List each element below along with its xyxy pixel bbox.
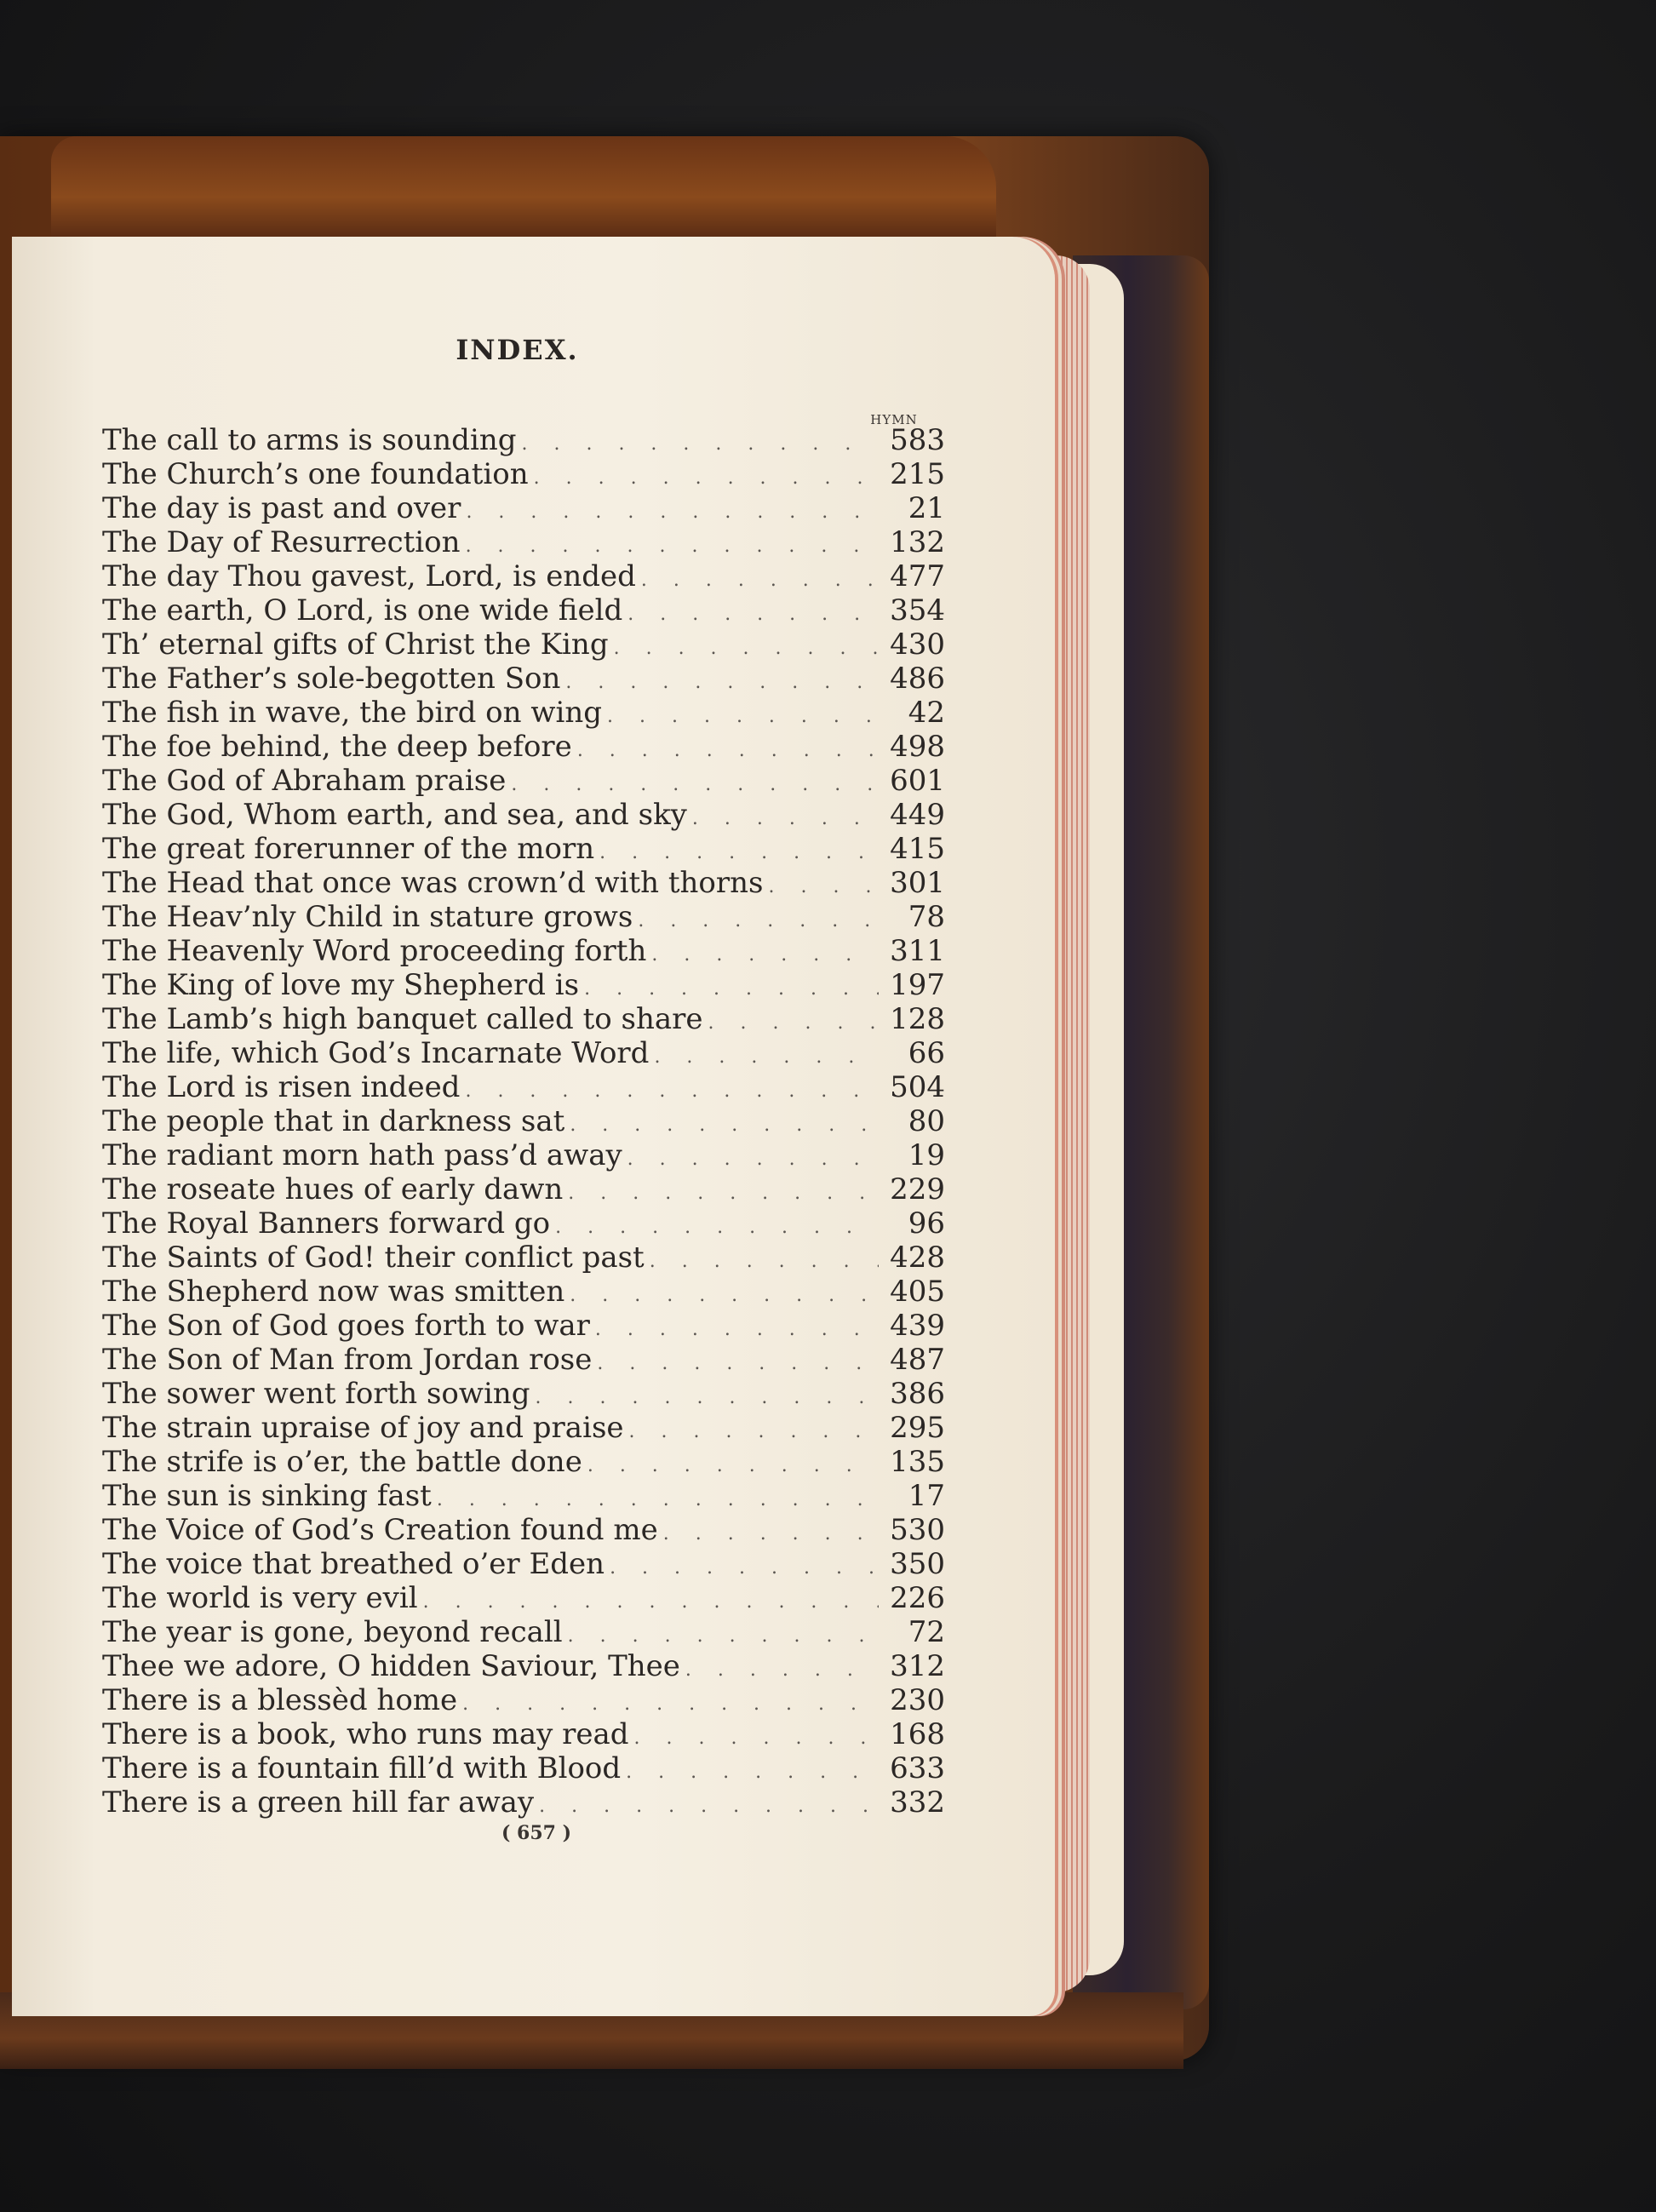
dot-leader (529, 461, 879, 496)
index-entry (102, 1002, 945, 1036)
dot-leader (629, 1722, 879, 1756)
hymn-number: 311 (890, 934, 945, 968)
entry-title: The Church’s one foundation (102, 457, 529, 491)
dot-leader (609, 632, 879, 666)
index-entry (102, 730, 945, 764)
hymn-number: 19 (908, 1138, 945, 1172)
entry-title: The God of Abraham praise (102, 764, 507, 798)
dot-leader (624, 1415, 879, 1449)
dot-leader (649, 1040, 879, 1074)
dot-leader (622, 598, 879, 632)
entry-title: The Day of Resurrection (102, 525, 461, 559)
hymn-number: 486 (890, 662, 945, 696)
hymn-number: 439 (890, 1309, 945, 1343)
index-entry (102, 1717, 945, 1751)
hymn-number: 21 (908, 491, 945, 525)
hymn-number: 42 (908, 696, 945, 730)
hymn-number: 17 (908, 1479, 945, 1513)
entry-title: The Heavenly Word proceeding forth (102, 934, 647, 968)
dot-leader (506, 768, 879, 802)
entry-title: The call to arms is sounding (102, 423, 517, 457)
index-entry (102, 627, 945, 662)
index-entry (102, 491, 945, 525)
dot-leader (645, 1245, 879, 1279)
index-entry (102, 1513, 945, 1547)
hymn-number: 449 (890, 798, 945, 832)
entry-title: The Shepherd now was smitten (102, 1275, 565, 1309)
index-entry (102, 525, 945, 559)
cover-top-edge (51, 136, 996, 238)
dot-leader (534, 1790, 879, 1824)
index-entry (102, 1411, 945, 1445)
hymn-number: 66 (908, 1036, 945, 1070)
entry-title: The roseate hues of early dawn (102, 1172, 564, 1206)
index-entry (102, 1479, 945, 1513)
entry-title: The earth, O Lord, is one wide field (102, 593, 623, 627)
dot-leader (516, 427, 879, 461)
hymn-number: 601 (890, 764, 945, 798)
entry-title: There is a blessèd home (102, 1683, 458, 1717)
page-heading: INDEX. (456, 334, 579, 366)
dot-leader (457, 1688, 879, 1722)
dot-leader (621, 1756, 879, 1790)
hymn-number: 415 (890, 832, 945, 866)
entry-title: The God, Whom earth, and sea, and sky (102, 798, 687, 832)
hymn-number: 428 (890, 1241, 945, 1275)
dot-leader (530, 1381, 879, 1415)
hymn-number: 354 (890, 593, 945, 627)
index-entry (102, 1138, 945, 1172)
hymn-number: 405 (890, 1275, 945, 1309)
dot-leader (622, 1143, 879, 1177)
index-entry (102, 1615, 945, 1649)
index-entry (102, 457, 945, 491)
hymn-number: 128 (890, 1002, 945, 1036)
entry-title: The Saints of God! their conflict past (102, 1241, 645, 1275)
dot-leader (658, 1517, 879, 1551)
index-entry (102, 934, 945, 968)
hymn-number: 301 (890, 866, 945, 900)
dot-leader (633, 904, 879, 938)
dot-leader (590, 1313, 879, 1347)
entry-title: The world is very evil (102, 1581, 418, 1615)
hymn-number: 78 (908, 900, 945, 934)
index-entry (102, 423, 945, 457)
index-entry (102, 696, 945, 730)
hymn-number: 295 (890, 1411, 945, 1445)
index-entry (102, 968, 945, 1002)
entry-title: Th’ eternal gifts of Christ the King (102, 627, 609, 662)
hymn-number: 80 (908, 1104, 945, 1138)
dot-leader (636, 564, 879, 598)
hymn-number: 312 (890, 1649, 945, 1683)
hymn-number: 583 (890, 423, 945, 457)
index-entry (102, 900, 945, 934)
entry-title: The great forerunner of the morn (102, 832, 595, 866)
index-entry (102, 1581, 945, 1615)
entry-title: The radiant morn hath pass’d away (102, 1138, 622, 1172)
hymn-number: 332 (890, 1785, 945, 1819)
entry-title: The voice that breathed o’er Eden (102, 1547, 605, 1581)
index-entry (102, 662, 945, 696)
entry-title: The Heav’nly Child in stature grows (102, 900, 633, 934)
dot-leader (560, 666, 879, 700)
dot-leader (594, 836, 879, 870)
dot-leader (418, 1585, 879, 1619)
dot-leader (579, 972, 879, 1006)
hymn-number: 96 (908, 1206, 945, 1241)
dot-leader (550, 1211, 879, 1245)
index-entry (102, 1751, 945, 1785)
index-entry (102, 798, 945, 832)
entry-title: The sun is sinking fast (102, 1479, 432, 1513)
index-entry (102, 1241, 945, 1275)
hymn-number: 72 (908, 1615, 945, 1649)
dot-leader (460, 1074, 879, 1109)
entry-title: The people that in darkness sat (102, 1104, 565, 1138)
page-number: ( 657 ) (501, 1822, 572, 1844)
dot-leader (564, 1109, 879, 1143)
dot-leader (687, 802, 879, 836)
entry-title: The strife is o’er, the battle done (102, 1445, 582, 1479)
dot-leader (432, 1483, 879, 1517)
index-entry (102, 764, 945, 798)
entry-title: The day is past and over (102, 491, 461, 525)
entry-title: The Son of God goes forth to war (102, 1309, 590, 1343)
index-entry (102, 866, 945, 900)
entry-title: The King of love my Shepherd is (102, 968, 580, 1002)
hymn-number: 215 (890, 457, 945, 491)
index-entry (102, 1275, 945, 1309)
hymn-number: 168 (890, 1717, 945, 1751)
index-entry (102, 1070, 945, 1104)
hymn-number: 135 (890, 1445, 945, 1479)
entry-title: The strain upraise of joy and praise (102, 1411, 624, 1445)
dot-leader (461, 530, 879, 564)
dot-leader (563, 1177, 879, 1211)
index-entry (102, 1547, 945, 1581)
hymn-number: 386 (890, 1377, 945, 1411)
index-entry (102, 1683, 945, 1717)
hymn-number: 230 (890, 1683, 945, 1717)
dot-leader (582, 1449, 879, 1483)
entry-title: The fish in wave, the bird on wing (102, 696, 602, 730)
dot-leader (764, 870, 879, 904)
hymn-number: 487 (890, 1343, 945, 1377)
entry-title: There is a book, who runs may read (102, 1717, 629, 1751)
index-entry (102, 1104, 945, 1138)
entry-title: The Voice of God’s Creation found me (102, 1513, 658, 1547)
hymn-number: 197 (890, 968, 945, 1002)
hymn-number: 477 (890, 559, 945, 593)
hymn-number: 498 (890, 730, 945, 764)
dot-leader (602, 700, 879, 734)
hymn-number: 226 (890, 1581, 945, 1615)
index-entry (102, 1445, 945, 1479)
dot-leader (564, 1279, 879, 1313)
entry-title: The year is gone, beyond recall (102, 1615, 563, 1649)
index-entry (102, 1785, 945, 1819)
index-entry (102, 1377, 945, 1411)
index-entry (102, 832, 945, 866)
index-entry (102, 1036, 945, 1070)
entry-title: The Son of Man from Jordan rose (102, 1343, 593, 1377)
hymn-number: 430 (890, 627, 945, 662)
index-entry (102, 1649, 945, 1683)
index-entry (102, 1172, 945, 1206)
entry-title: The life, which God’s Incarnate Word (102, 1036, 650, 1070)
dot-leader (563, 1619, 879, 1653)
dot-leader (680, 1653, 879, 1688)
index-entry (102, 1343, 945, 1377)
hymn-number: 132 (890, 525, 945, 559)
hymn-number: 504 (890, 1070, 945, 1104)
hymn-column-header: HYMN (870, 412, 918, 427)
entry-title: The Head that once was crown’d with thorns (102, 866, 764, 900)
entry-title: The Lamb’s high banquet called to share (102, 1002, 703, 1036)
entry-title: There is a fountain fill’d with Blood (102, 1751, 622, 1785)
index-entry (102, 1309, 945, 1343)
dot-leader (461, 496, 879, 530)
hymn-number: 530 (890, 1513, 945, 1547)
dot-leader (703, 1006, 879, 1040)
index-entry (102, 593, 945, 627)
index-entry (102, 1206, 945, 1241)
hymn-number: 350 (890, 1547, 945, 1581)
dot-leader (605, 1551, 879, 1585)
entry-title: The day Thou gavest, Lord, is ended (102, 559, 636, 593)
entry-title: The Royal Banners forward go (102, 1206, 551, 1241)
hymn-number: 633 (890, 1751, 945, 1785)
entry-title: The Father’s sole-begotten Son (102, 662, 561, 696)
dot-leader (646, 938, 879, 972)
index-list (102, 423, 945, 1819)
entry-title: The Lord is risen indeed (102, 1070, 461, 1104)
entry-title: The foe behind, the deep before (102, 730, 572, 764)
dot-leader (592, 1347, 879, 1381)
index-entry (102, 559, 945, 593)
entry-title: The sower went forth sowing (102, 1377, 530, 1411)
entry-title: There is a green hill far away (102, 1785, 535, 1819)
dot-leader (572, 734, 879, 768)
hymn-number: 229 (890, 1172, 945, 1206)
entry-title: Thee we adore, O hidden Saviour, Thee (102, 1649, 680, 1683)
